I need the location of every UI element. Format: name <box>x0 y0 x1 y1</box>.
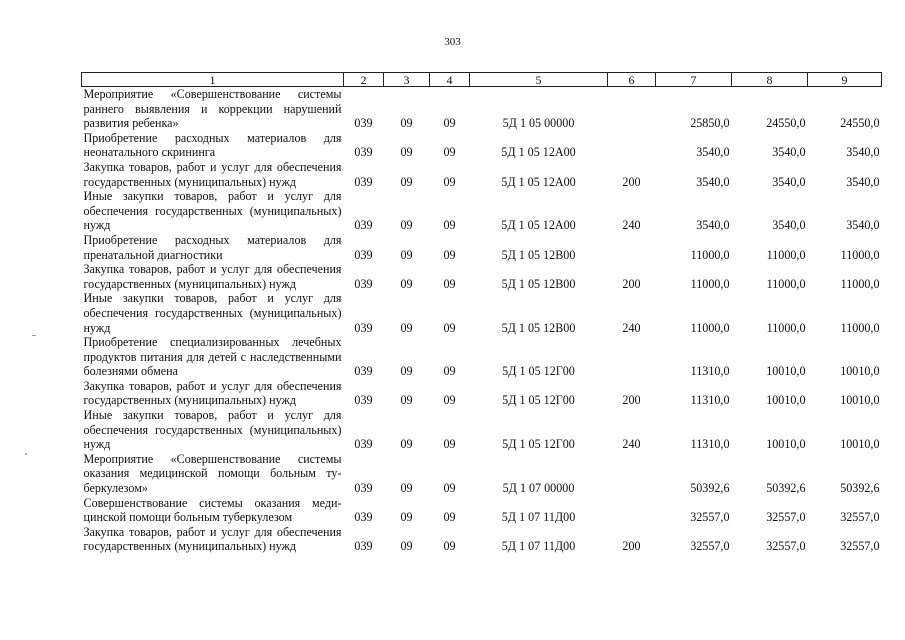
row-name: Иные закупки товаров, работ и услуг для обеспечения государственных (муниципальных) нужд <box>83 408 342 452</box>
expense-type-code <box>608 496 656 525</box>
amount-col9: 50392,6 <box>840 481 880 496</box>
row-name: Закупка товаров, работ и услуг для обеспечения государственных (муниципальных) нужд <box>83 378 342 408</box>
table-body <box>82 87 882 555</box>
amount-col7: 3540,0 <box>696 174 730 189</box>
ministry-code: 039 <box>354 247 373 262</box>
amount-col8: 11000,0 <box>766 247 806 262</box>
amount-col7: 50392,6 <box>690 481 730 496</box>
row-name: Закупка товаров, работ и услуг для обеспечения государственных (муниципальных) нужд <box>83 159 342 189</box>
subsection-code: 09 <box>443 437 456 452</box>
amount-col8: 10010,0 <box>766 437 806 452</box>
ministry-code: 039 <box>354 320 373 335</box>
target-article-code: 5Д 1 05 12В00 <box>501 247 576 262</box>
subsection-code: 09 <box>443 116 456 131</box>
expense-type-code <box>608 233 656 262</box>
ministry-code: 039 <box>354 218 373 233</box>
table-row <box>82 189 882 233</box>
column-header-5: 5 <box>470 73 608 87</box>
row-name: Иные закупки товаров, работ и услуг для обеспечения государственных (муниципальных) нужд <box>83 189 342 233</box>
target-article-code: 5Д 1 05 12А00 <box>501 145 576 160</box>
amount-col9: 32557,0 <box>840 510 880 525</box>
amount-col7: 11310,0 <box>690 364 730 379</box>
target-article-code: 5Д 1 05 00000 <box>502 116 575 131</box>
column-header-1: 1 <box>82 73 344 87</box>
target-article-code: 5Д 1 07 11Д00 <box>501 510 576 525</box>
amount-col9: 3540,0 <box>846 145 880 160</box>
expense-type-code <box>608 335 656 379</box>
ministry-code: 039 <box>354 510 373 525</box>
scan-mark <box>32 335 36 336</box>
section-code: 09 <box>400 116 413 131</box>
table-row <box>82 87 882 131</box>
expense-type-code: 240 <box>622 218 641 233</box>
expense-type-code: 200 <box>622 393 641 408</box>
table-row <box>82 408 882 452</box>
amount-col7: 11310,0 <box>690 393 730 408</box>
section-code: 09 <box>400 320 413 335</box>
row-name: Закупка товаров, работ и услуг для обеспечения государственных (муниципальных) нужд <box>83 524 342 554</box>
section-code: 09 <box>400 247 413 262</box>
ministry-code: 039 <box>354 481 373 496</box>
section-code: 09 <box>400 218 413 233</box>
section-code: 09 <box>400 437 413 452</box>
scan-mark <box>25 453 27 455</box>
subsection-code: 09 <box>443 145 456 160</box>
amount-col8: 3540,0 <box>772 218 806 233</box>
table-row <box>82 525 882 554</box>
amount-col9: 11000,0 <box>840 247 880 262</box>
ministry-code: 039 <box>354 539 373 554</box>
target-article-code: 5Д 1 05 12Г00 <box>502 393 575 408</box>
subsection-code: 09 <box>443 247 456 262</box>
target-article-code: 5Д 1 07 11Д00 <box>501 539 576 554</box>
amount-col7: 3540,0 <box>696 218 730 233</box>
amount-col9: 10010,0 <box>840 393 880 408</box>
subsection-code: 09 <box>443 393 456 408</box>
amount-col9: 3540,0 <box>846 174 880 189</box>
section-code: 09 <box>400 539 413 554</box>
ministry-code: 039 <box>354 145 373 160</box>
expense-type-code <box>608 87 656 131</box>
row-name: Приобретение расходных материалов для пренатальной диагностики <box>83 232 342 262</box>
table-row <box>82 291 882 335</box>
target-article-code: 5Д 1 05 12В00 <box>501 276 576 291</box>
subsection-code: 09 <box>443 174 456 189</box>
amount-col7: 3540,0 <box>696 145 730 160</box>
target-article-code: 5Д 1 05 12А00 <box>501 218 576 233</box>
row-name: Закупка товаров, работ и услуг для обеспечения государственных (муниципальных) нужд <box>83 262 342 291</box>
amount-col8: 11000,0 <box>766 276 806 291</box>
amount-col9: 10010,0 <box>840 437 880 452</box>
header-row <box>82 73 882 87</box>
table-row <box>82 496 882 525</box>
ministry-code: 039 <box>354 276 373 291</box>
section-code: 09 <box>400 145 413 160</box>
budget-table <box>81 72 882 554</box>
target-article-code: 5Д 1 05 12В00 <box>501 320 576 335</box>
column-header-3: 3 <box>384 73 430 87</box>
amount-col9: 32557,0 <box>840 539 880 554</box>
column-header-2: 2 <box>344 73 384 87</box>
section-code: 09 <box>400 481 413 496</box>
subsection-code: 09 <box>443 320 456 335</box>
expense-type-code <box>608 131 656 160</box>
ministry-code: 039 <box>354 174 373 189</box>
column-header-8: 8 <box>732 73 808 87</box>
table-row <box>82 335 882 379</box>
page-number: 303 <box>444 36 461 48</box>
target-article-code: 5Д 1 05 12А00 <box>501 174 576 189</box>
subsection-code: 09 <box>443 276 456 291</box>
row-name: Мероприятие «Совершенствование системы раннего выявления и коррекции нарушений развития ребенка» <box>83 87 342 131</box>
table-header <box>82 73 882 87</box>
table-row <box>82 160 882 189</box>
table-row <box>82 379 882 408</box>
expense-type-code: 200 <box>622 539 641 554</box>
target-article-code: 5Д 1 05 12Г00 <box>502 364 575 379</box>
column-header-4: 4 <box>430 73 470 87</box>
amount-col8: 50392,6 <box>766 481 806 496</box>
ministry-code: 039 <box>354 393 373 408</box>
amount-col9: 10010,0 <box>840 364 880 379</box>
amount-col7: 11000,0 <box>690 247 730 262</box>
subsection-code: 09 <box>443 510 456 525</box>
expense-type-code: 200 <box>622 276 641 291</box>
amount-col8: 32557,0 <box>766 510 806 525</box>
row-name: Совершенствование системы оказания медицинской помощи больным туберкулезом <box>83 495 342 525</box>
amount-col8: 10010,0 <box>766 393 806 408</box>
table-row <box>82 452 882 496</box>
amount-col7: 11000,0 <box>690 320 730 335</box>
subsection-code: 09 <box>443 218 456 233</box>
amount-col9: 11000,0 <box>840 320 880 335</box>
amount-col8: 24550,0 <box>766 116 806 131</box>
amount-col7: 32557,0 <box>690 539 730 554</box>
table-row <box>82 131 882 160</box>
row-name: Приобретение расходных материалов для неонатального скрининга <box>83 130 342 160</box>
column-header-9: 9 <box>808 73 882 87</box>
amount-col8: 32557,0 <box>766 539 806 554</box>
table-row <box>82 233 882 262</box>
row-name: Иные закупки товаров, работ и услуг для обеспечения государственных (муниципальных) нужд <box>83 291 342 335</box>
expense-type-code: 200 <box>622 174 641 189</box>
row-name: Мероприятие «Совершенствование системы оказания медицинской помощи больным туберкулезом» <box>83 451 342 496</box>
amount-col8: 3540,0 <box>772 174 806 189</box>
ministry-code: 039 <box>354 437 373 452</box>
expense-type-code <box>608 452 656 496</box>
expense-type-code: 240 <box>622 437 641 452</box>
expense-type-code: 240 <box>622 320 641 335</box>
column-header-7: 7 <box>656 73 732 87</box>
amount-col9: 11000,0 <box>840 276 880 291</box>
amount-col7: 25850,0 <box>690 116 730 131</box>
target-article-code: 5Д 1 05 12Г00 <box>502 437 575 452</box>
ministry-code: 039 <box>354 116 373 131</box>
section-code: 09 <box>400 364 413 379</box>
section-code: 09 <box>400 276 413 291</box>
target-article-code: 5Д 1 07 00000 <box>502 481 575 496</box>
amount-col9: 24550,0 <box>840 116 880 131</box>
section-code: 09 <box>400 174 413 189</box>
table-row <box>82 262 882 291</box>
ministry-code: 039 <box>354 364 373 379</box>
section-code: 09 <box>400 510 413 525</box>
subsection-code: 09 <box>443 364 456 379</box>
section-code: 09 <box>400 393 413 408</box>
amount-col8: 3540,0 <box>772 145 806 160</box>
subsection-code: 09 <box>443 481 456 496</box>
amount-col9: 3540,0 <box>846 218 880 233</box>
row-name: Приобретение специализированных лечебных продуктов питания для детей с наследственными болезнями обмена <box>83 335 342 379</box>
amount-col7: 11000,0 <box>690 276 730 291</box>
amount-col8: 11000,0 <box>766 320 806 335</box>
column-header-6: 6 <box>608 73 656 87</box>
subsection-code: 09 <box>443 539 456 554</box>
amount-col7: 32557,0 <box>690 510 730 525</box>
amount-col8: 10010,0 <box>766 364 806 379</box>
amount-col7: 11310,0 <box>690 437 730 452</box>
